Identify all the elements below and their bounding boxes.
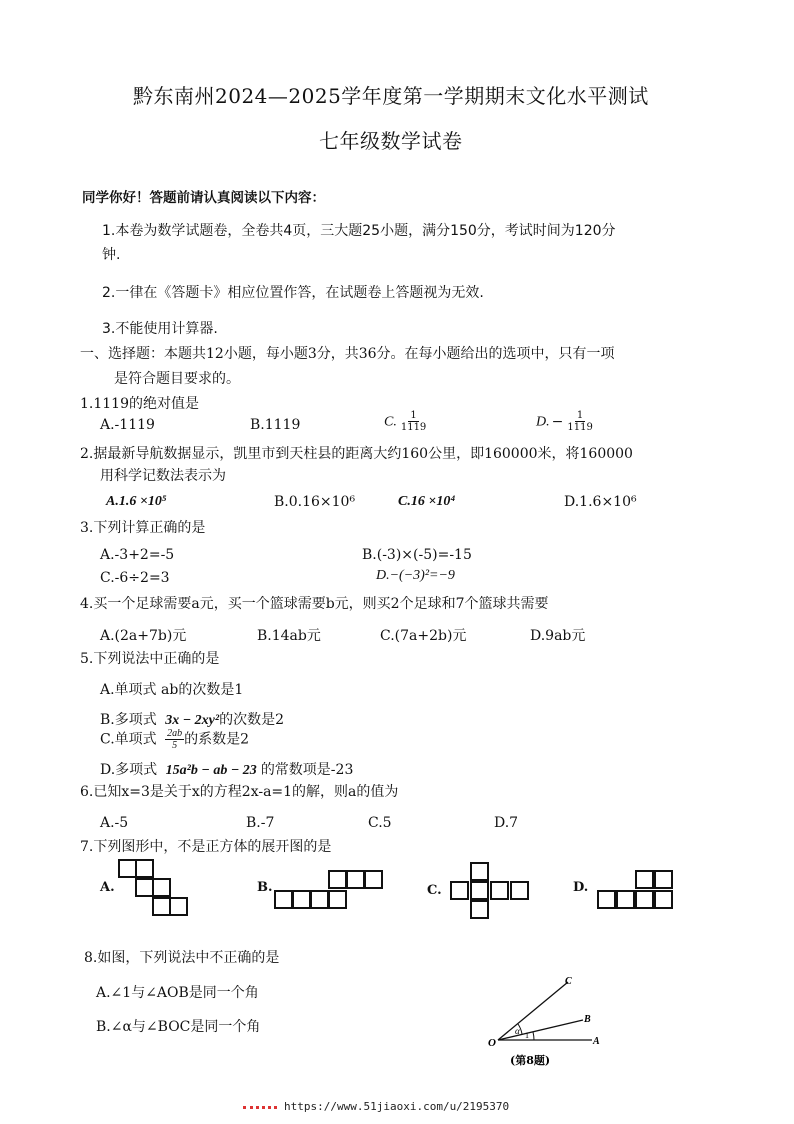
question-4-option-d: D.9ab元 xyxy=(530,628,586,644)
question-3-option-b: B.(-3)×(-5)=-15 xyxy=(362,547,472,563)
angle-figure-q8 xyxy=(488,972,628,1077)
question-7-stem: 7.下列图形中，不是正方体的展开图的是 xyxy=(80,839,332,855)
fraction-2ab-over-5: $\frac{2ab}{5}$ xyxy=(167,728,183,751)
page-subtitle: 七年级数学试卷 xyxy=(319,129,463,153)
question-7-option-d: D. xyxy=(573,880,589,895)
question-1-option-a: A.-1119 xyxy=(100,417,155,433)
notice-item-2: 2.一律在《答题卡》相应位置作答，在试题卷上答题视为无效. xyxy=(102,285,484,301)
question-3-option-a: A.-3+2=-5 xyxy=(100,547,175,563)
question-3-option-c: C.-6÷2=3 xyxy=(100,570,170,586)
minus-sign: − xyxy=(551,413,564,430)
question-2-option-a: A.1.6 ×10⁵ xyxy=(106,494,167,509)
section-1-instructions-cont: 是符合题目要求的。 xyxy=(114,371,240,387)
point-o-label: O xyxy=(488,1037,496,1049)
question-6-option-b: B.-7 xyxy=(246,815,275,831)
point-c-label: C xyxy=(565,976,572,987)
question-2-option-c: C.16 ×10⁴ xyxy=(398,494,456,509)
question-7-option-b: B. xyxy=(257,880,273,895)
question-7-option-a: A. xyxy=(100,880,115,895)
question-3-stem: 3.下列计算正确的是 xyxy=(80,520,206,536)
question-5-stem: 5.下列说法中正确的是 xyxy=(80,651,220,667)
point-b-label: B xyxy=(584,1014,591,1025)
question-2-stem-cont: 用科学记数法表示为 xyxy=(100,468,226,484)
question-1-option-b: B.1119 xyxy=(250,417,301,433)
question-5-option-c: C.单项式 $\frac{2ab}{5}$ 的系数是2 xyxy=(100,728,250,751)
fraction-neg-1-over-1119: $\frac{1}{1119}$ xyxy=(567,410,593,433)
question-4-option-a: A.(2a+7b)元 xyxy=(100,628,187,644)
expression-15a2b-ab-23: 15a²b − ab − 23 xyxy=(165,763,257,778)
option-c-prefix: C. xyxy=(384,414,397,430)
question-2-stem: 2.据最新导航数据显示，凯里市到天柱县的距离大约160公里，即160000米，将160000 xyxy=(80,446,633,462)
question-1-option-d xyxy=(536,410,595,433)
question-2-option-d: D.1.6×10⁶ xyxy=(564,494,637,510)
point-a-label: A xyxy=(593,1036,600,1047)
question-8-stem: 8.如图，下列说法中不正确的是 xyxy=(84,950,280,966)
notice-item-1-cont: 钟. xyxy=(102,247,121,263)
figure-caption: (第8题) xyxy=(510,1054,551,1067)
page-title: 黔东南州2024—2025学年度第一学期期末文化水平测试 xyxy=(133,84,649,108)
question-8-option-a: A.∠1与∠AOB是同一个角 xyxy=(96,985,259,1001)
question-1-option-c xyxy=(384,410,428,433)
notice-item-1: 1.本卷为数学试题卷，全卷共4页，三大题25小题，满分150分，考试时间为120分 xyxy=(102,223,616,239)
question-7-option-c: C. xyxy=(427,883,442,898)
fraction-1-over-1119: $\frac{1}{1119}$ xyxy=(400,410,427,433)
footer-watermark-mark xyxy=(243,1106,277,1113)
question-5-option-d: D.多项式 15a²b − ab − 23 的常数项是-23 xyxy=(100,762,354,778)
question-8-option-b: B.∠α与∠BOC是同一个角 xyxy=(96,1019,261,1035)
notice-item-3: 3.不能使用计算器. xyxy=(102,321,218,337)
question-6-stem: 6.已知x=3是关于x的方程2x-a=1的解，则a的值为 xyxy=(80,784,399,800)
question-5-option-a: A.单项式 ab的次数是1 xyxy=(100,682,244,698)
expression-3x-2xy2: 3x − 2xy² xyxy=(165,713,220,728)
question-6-option-d: D.7 xyxy=(494,815,519,831)
question-2-option-b: B.0.16×10⁶ xyxy=(274,494,356,510)
section-1-instructions: 一、选择题：本题共12小题，每小题3分，共36分。在每小题给出的选项中，只有一项 xyxy=(80,346,615,362)
question-5-option-b: B.多项式 3x − 2xy²的次数是2 xyxy=(100,712,285,728)
question-1-stem: 1.1119的绝对值是 xyxy=(80,396,199,412)
question-6-option-a: A.-5 xyxy=(100,815,129,831)
option-d-prefix: D. xyxy=(536,414,550,430)
footer-url[interactable]: https://www.51jiaoxi.com/u/2195370 xyxy=(284,1100,510,1113)
question-3-option-d: D.−(−3)²=−9 xyxy=(376,568,455,583)
angle-alpha-label: α xyxy=(515,1026,520,1036)
angle-1-label: 1 xyxy=(525,1031,529,1040)
question-6-option-c: C.5 xyxy=(368,815,392,831)
question-4-stem: 4.买一个足球需要a元，买一个篮球需要b元，则买2个足球和7个篮球共需要 xyxy=(80,596,549,612)
notice-heading: 同学你好！答题前请认真阅读以下内容： xyxy=(82,190,325,206)
question-4-option-b: B.14ab元 xyxy=(257,628,321,644)
question-4-option-c: C.(7a+2b)元 xyxy=(380,628,467,644)
